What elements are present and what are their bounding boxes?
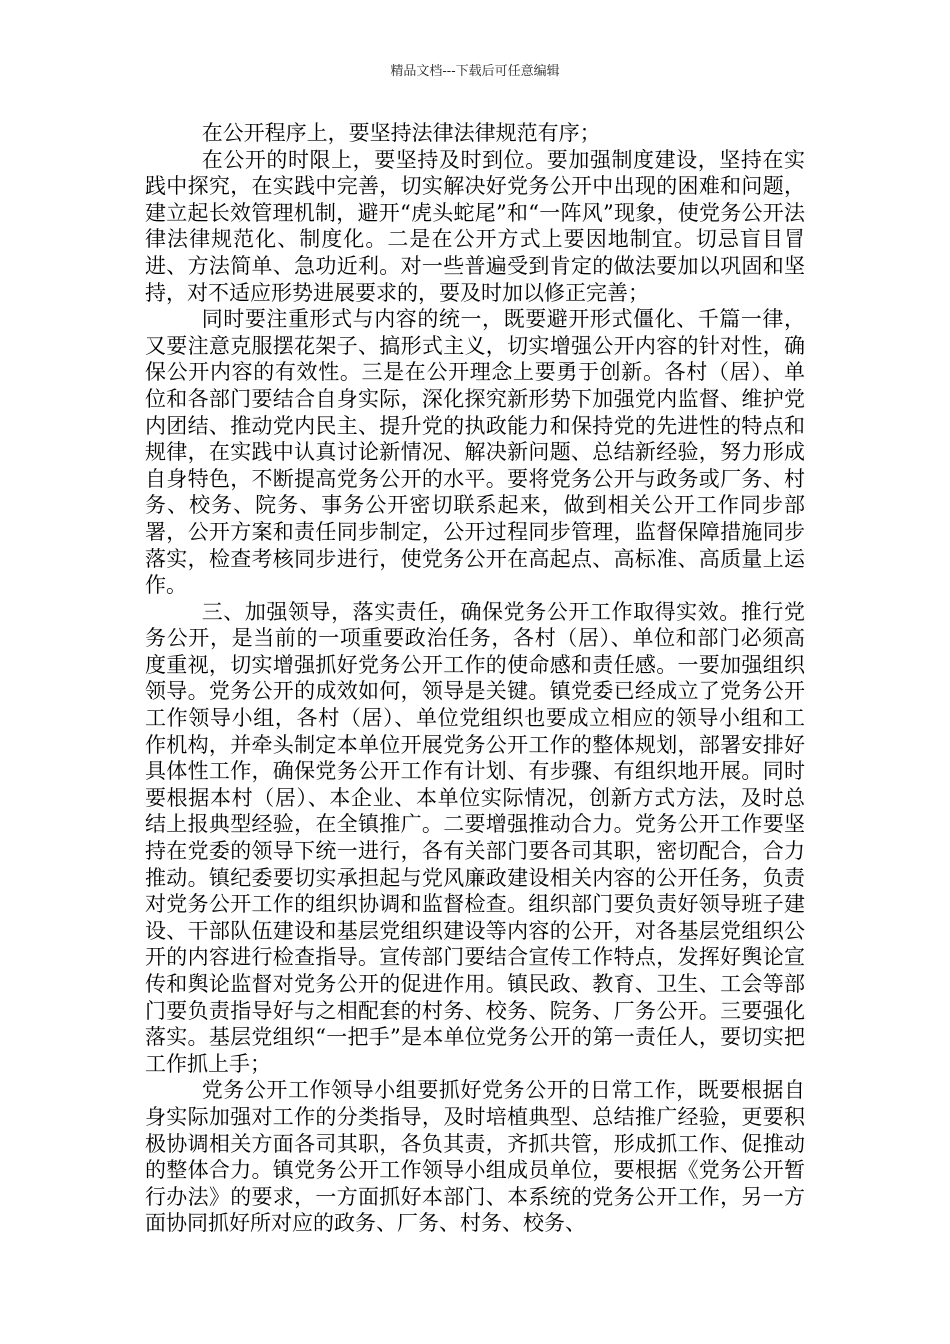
page-header: 精品文档---下载后可任意编辑	[390, 64, 560, 79]
paragraph-1: 在公开程序上，要坚持法律法律规范有序；	[201, 121, 601, 145]
paragraph-5: 党务公开工作领导小组要抓好党务公开的日常工作，既要根据自身实际加强对工作的分类指导，及时培植典型、总结推广经验，更要积极协调相关方面各司其职，各负其责，齐抓共管，形成抓工作、促推动的整体合力。镇党务公开工作领导小组成员单位，要根据《党务公开暂行办法》的要求，一方面抓好本部门、本系统的党务公开工作，另一方面协同抓好所对应的政务、厂务、村务、校务、	[145, 1078, 805, 1236]
document-body	[145, 120, 805, 1237]
paragraph-2: 在公开的时限上，要坚持及时到位。要加强制度建设，坚持在实践中探究，在实践中完善，切实解决好党务公开中出现的困难和问题，建立起长效管理机制，避开“虎头蛇尾”和“一阵风”现象，使党务公开法律法律规范化、制度化。二是在公开方式上要因地制宜。切忌盲目冒进、方法简单、急功近利。对一些普遍受到肯定的做法要加以巩固和坚持，对不适应形势进展要求的，要及时加以修正完善；	[145, 147, 805, 305]
paragraph-4: 三、加强领导，落实责任，确保党务公开工作取得实效。推行党务公开，是当前的一项重要政治任务，各村（居）、单位和部门必须高度重视，切实增强抓好党务公开工作的使命感和责任感。一要加强组织领导。党务公开的成效如何，领导是关键。镇党委已经成立了党务公开工作领导小组，各村（居）、单位党组织也要成立相应的领导小组和工作机构，并牵头制定本单位开展党务公开工作的整体规划，部署安排好具体性工作，确保党务公开工作有计划、有步骤、有组织地开展。同时要根据本村（居）、本企业、本单位实际情况，创新方式方法，及时总结上报典型经验，在全镇推广。二要增强推动合力。党务公开工作要坚持在党委的领导下统一进行，各有关部门要各司其职，密切配合，合力推动。镇纪委要切实承担起与党风廉政建设相关内容的公开任务，负责对党务公开工作的组织协调和监督检查。组织部门要负责好领导班子建设、干部队伍建设和基层党组织建设等内容的公开，对各基层党组织公开的内容进行检查指导。宣传部门要结合宣传工作特点，发挥好舆论宣传和舆论监督对党务公开的促进作用。镇民政、教育、卫生、工会等部门要负责指导好与之相配套的村务、校务、院务、厂务公开。三要强化落实。基层党组织“一把手”是本单位党务公开的第一责任人，要切实把工作抓上手；	[145, 599, 805, 1076]
paragraph-3: 同时要注重形式与内容的统一，既要避开形式僵化、千篇一律，又要注意克服摆花架子、搞形式主义，切实增强公开内容的针对性，确保公开内容的有效性。三是在公开理念上要勇于创新。各村（居）、单位和各部门要结合自身实际，深化探究新形势下加强党内监督、维护党内团结、推动党内民主、提升党的执政能力和保持党的先进性的特点和规律，在实践中认真讨论新情况、解决新问题、总结新经验，努力形成自身特色，不断提高党务公开的水平。要将党务公开与政务或厂务、村务、校务、院务、事务公开密切联系起来，做到相关公开工作同步部署，公开方案和责任同步制定，公开过程同步管理，监督保障措施同步落实，检查考核同步进行，使党务公开在高起点、高标准、高质量上运作。	[145, 307, 805, 598]
